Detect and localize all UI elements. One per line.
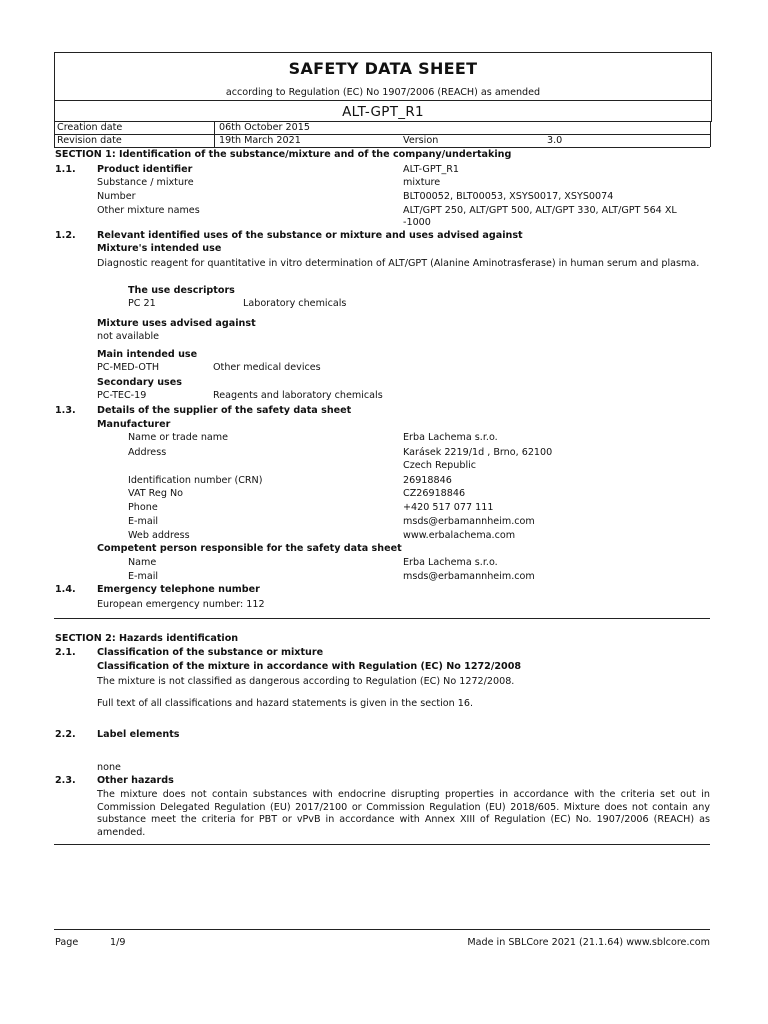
- secondary-use-title: Secondary uses: [97, 377, 182, 388]
- footer-rule: [54, 929, 710, 930]
- competent-name-label: Name: [128, 557, 157, 568]
- mfr-crn-label: Identification number (CRN): [128, 475, 263, 486]
- number-label: Number: [97, 191, 136, 202]
- mfr-vat-label: VAT Reg No: [128, 488, 183, 499]
- mfr-email-link[interactable]: msds@erbamannheim.com: [403, 516, 535, 527]
- s14-number: 1.4.: [55, 584, 76, 595]
- intended-use-text: Diagnostic reagent for quantitative in vitro determination of ALT/GPT (Alanine Aminotrasferase) in human serum and plasma.: [97, 258, 700, 269]
- main-use-title: Main intended use: [97, 349, 198, 360]
- s11-title: Product identifier: [97, 164, 193, 175]
- version-label: Version: [403, 135, 439, 146]
- other-names-label: Other mixture names: [97, 205, 200, 216]
- other-names-value: ALT/GPT 250, ALT/GPT 500, ALT/GPT 330, ALT/GPT 564 XL: [403, 205, 677, 216]
- mfr-web-label: Web address: [128, 530, 190, 541]
- revision-date-label: Revision date: [57, 135, 122, 146]
- secondary-use-code: PC-TEC-19: [97, 390, 147, 401]
- main-use-code: PC-MED-OTH: [97, 362, 160, 373]
- s23-title: Other hazards: [97, 775, 174, 786]
- emergency-number-text: European emergency number: 112: [97, 599, 265, 610]
- section1-heading: SECTION 1: Identification of the substance/mixture and of the company/undertaking: [55, 149, 512, 160]
- mfr-web-link[interactable]: www.erbalachema.com: [403, 530, 516, 541]
- creation-date-label: Creation date: [57, 122, 123, 133]
- s21-title: Classification of the substance or mixture: [97, 647, 324, 658]
- competent-person-title: Competent person responsible for the safety data sheet: [97, 543, 402, 554]
- classification-text: The mixture is not classified as dangerous according to Regulation (EC) No 1272/2008.: [97, 676, 515, 687]
- s12-title: Relevant identified uses of the substance or mixture and uses advised against: [97, 230, 523, 241]
- mfr-name-label: Name or trade name: [128, 432, 229, 443]
- competent-name-value: Erba Lachema s.r.o.: [403, 557, 498, 568]
- section2-heading: SECTION 2: Hazards identification: [55, 633, 239, 644]
- product-identifier-value: ALT-GPT_R1: [403, 164, 460, 175]
- section2-end-rule: [54, 844, 710, 845]
- document-subtitle: according to Regulation (EC) No 1907/2006 (REACH) as amended: [225, 87, 541, 98]
- mfr-email-label: E-mail: [128, 516, 159, 527]
- product-name: ALT-GPT_R1: [342, 104, 424, 120]
- advised-against-text: not available: [97, 331, 160, 342]
- mfr-phone-label: Phone: [128, 502, 158, 513]
- mfr-address-label: Address: [128, 447, 167, 458]
- mfr-crn-value: 26918846: [403, 475, 452, 486]
- manufacturer-title: Manufacturer: [97, 419, 171, 430]
- competent-email-label: E-mail: [128, 571, 159, 582]
- competent-email-link[interactable]: msds@erbamannheim.com: [403, 571, 535, 582]
- s22-title: Label elements: [97, 729, 180, 740]
- mfr-name-value: Erba Lachema s.r.o.: [403, 432, 498, 443]
- secondary-use-desc: Reagents and laboratory chemicals: [213, 390, 383, 401]
- s22-number: 2.2.: [55, 729, 76, 740]
- s13-title: Details of the supplier of the safety data sheet: [97, 405, 352, 416]
- meta-col-divider: [214, 121, 215, 147]
- label-elements-text: none: [97, 762, 121, 773]
- number-value: BLT00052, BLT00053, XSYS0017, XSYS0074: [403, 191, 614, 202]
- document-title: SAFETY DATA SHEET: [288, 59, 478, 78]
- footer-page-label: Page: [55, 937, 79, 948]
- meta-left-border: [54, 121, 55, 147]
- main-use-desc: Other medical devices: [213, 362, 321, 373]
- section1-end-rule: [54, 618, 710, 619]
- substance-mixture-label: Substance / mixture: [97, 177, 194, 188]
- meta-bottom-rule: [54, 147, 710, 148]
- footer-made-in: Made in SBLCore 2021 (21.1.64) www.sblcore.com: [467, 937, 710, 948]
- intended-use-title: Mixture's intended use: [97, 243, 222, 254]
- s21-number: 2.1.: [55, 647, 76, 658]
- use-descriptors-title: The use descriptors: [128, 285, 235, 296]
- s14-title: Emergency telephone number: [97, 584, 260, 595]
- meta-mid-rule: [54, 134, 710, 135]
- advised-against-title: Mixture uses advised against: [97, 318, 256, 329]
- mfr-vat-value: CZ26918846: [403, 488, 466, 499]
- mfr-address-line1: Karásek 2219/1d , Brno, 62100: [403, 447, 553, 458]
- header-divider: [55, 100, 711, 101]
- s13-number: 1.3.: [55, 405, 76, 416]
- substance-mixture-value: mixture: [403, 177, 441, 188]
- footer-page-number: 1/9: [110, 937, 126, 948]
- mfr-address-line2: Czech Republic: [403, 460, 477, 471]
- classification-title: Classification of the mixture in accordance with Regulation (EC) No 1272/2008: [97, 661, 522, 672]
- meta-top-rule: [54, 121, 710, 122]
- s12-number: 1.2.: [55, 230, 76, 241]
- mfr-phone-value: +420 517 077 111: [403, 502, 494, 513]
- version-value: 3.0: [547, 135, 563, 146]
- use-descriptor-desc: Laboratory chemicals: [243, 298, 347, 309]
- other-names-value-cont: -1000: [403, 217, 431, 228]
- meta-right-border: [710, 121, 711, 147]
- s23-number: 2.3.: [55, 775, 76, 786]
- s11-number: 1.1.: [55, 164, 76, 175]
- creation-date-value: 06th October 2015: [219, 122, 310, 133]
- revision-date-value: 19th March 2021: [219, 135, 301, 146]
- full-text-note: Full text of all classifications and hazard statements is given in the section 16.: [97, 698, 474, 709]
- use-descriptor-code: PC 21: [128, 298, 156, 309]
- header-box: [54, 52, 712, 122]
- other-hazards-text: The mixture does not contain substances with endocrine disrupting properties in accordance with the criteria set out in Commission Delegated Regulation (EU) 2017/2100 or Commission Regulation (EU) 2018/605. Mixture does not contain any substance meet the criteria for PBT or vPvB in accordance with Annex XIII of Regulation (EC) No. 1907/2006 (REACH) as amended.: [97, 789, 710, 838]
